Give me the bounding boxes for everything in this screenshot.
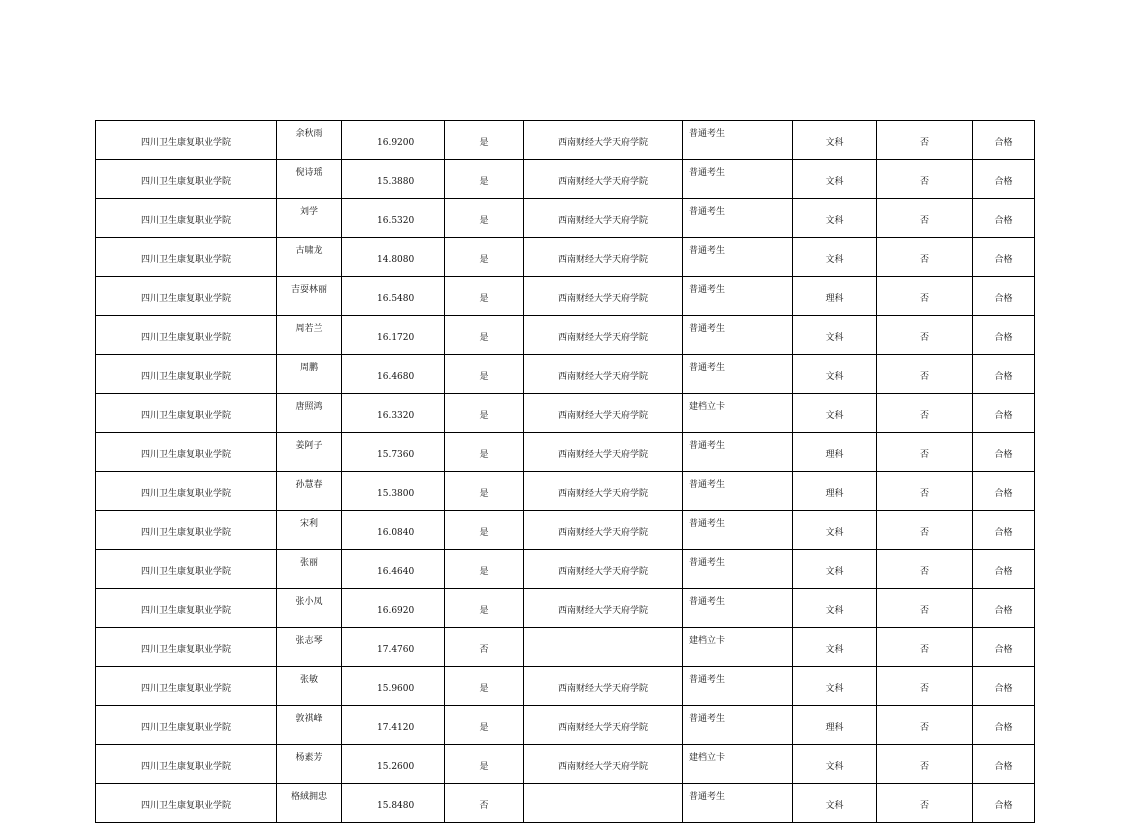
category-cell: 建档立卡 <box>683 394 793 433</box>
college-cell: 西南财经大学天府学院 <box>524 511 683 550</box>
school-cell: 四川卫生康复职业学院 <box>96 238 277 277</box>
subject-cell: 文科 <box>793 394 877 433</box>
school-cell: 四川卫生康复职业学院 <box>96 433 277 472</box>
name-cell: 杨素芳 <box>277 745 342 784</box>
result-cell: 合格 <box>973 511 1035 550</box>
result-cell: 合格 <box>973 706 1035 745</box>
school-cell: 四川卫生康复职业学院 <box>96 355 277 394</box>
school-cell: 四川卫生康复职业学院 <box>96 472 277 511</box>
category-cell: 普通考生 <box>683 472 793 511</box>
flag2-cell: 否 <box>877 589 973 628</box>
subject-cell: 文科 <box>793 628 877 667</box>
subject-cell: 文科 <box>793 238 877 277</box>
school-cell: 四川卫生康复职业学院 <box>96 316 277 355</box>
name-cell: 格絨拥忠 <box>277 784 342 823</box>
name-cell: 宋利 <box>277 511 342 550</box>
flag2-cell: 否 <box>877 238 973 277</box>
table-body <box>96 121 1035 823</box>
flag2-cell: 否 <box>877 355 973 394</box>
flag2-cell: 否 <box>877 433 973 472</box>
table-row <box>96 277 1035 316</box>
category-cell: 普通考生 <box>683 511 793 550</box>
flag2-cell: 否 <box>877 160 973 199</box>
flag2-cell: 否 <box>877 745 973 784</box>
flag2-cell: 否 <box>877 628 973 667</box>
college-cell: 西南财经大学天府学院 <box>524 238 683 277</box>
result-cell: 合格 <box>973 589 1035 628</box>
flag1-cell: 是 <box>445 160 524 199</box>
school-cell: 四川卫生康复职业学院 <box>96 277 277 316</box>
name-cell: 周若兰 <box>277 316 342 355</box>
table-row <box>96 355 1035 394</box>
results-table <box>95 120 1035 823</box>
flag1-cell: 是 <box>445 277 524 316</box>
subject-cell: 理科 <box>793 706 877 745</box>
school-cell: 四川卫生康复职业学院 <box>96 745 277 784</box>
table-row <box>96 511 1035 550</box>
college-cell: 西南财经大学天府学院 <box>524 316 683 355</box>
college-cell <box>524 628 683 667</box>
subject-cell: 理科 <box>793 277 877 316</box>
table-row <box>96 433 1035 472</box>
school-cell: 四川卫生康复职业学院 <box>96 550 277 589</box>
flag1-cell: 否 <box>445 628 524 667</box>
result-cell: 合格 <box>973 628 1035 667</box>
score-cell: 16.9200 <box>342 121 445 160</box>
category-cell: 普通考生 <box>683 667 793 706</box>
name-cell: 姜阿子 <box>277 433 342 472</box>
flag1-cell: 是 <box>445 589 524 628</box>
category-cell: 建档立卡 <box>683 745 793 784</box>
flag2-cell: 否 <box>877 121 973 160</box>
subject-cell: 文科 <box>793 160 877 199</box>
flag1-cell: 否 <box>445 784 524 823</box>
name-cell: 余秋雨 <box>277 121 342 160</box>
result-cell: 合格 <box>973 160 1035 199</box>
name-cell: 吉耍林丽 <box>277 277 342 316</box>
name-cell: 张小凤 <box>277 589 342 628</box>
flag1-cell: 是 <box>445 667 524 706</box>
flag1-cell: 是 <box>445 394 524 433</box>
score-cell: 15.8480 <box>342 784 445 823</box>
college-cell: 西南财经大学天府学院 <box>524 355 683 394</box>
category-cell: 普通考生 <box>683 121 793 160</box>
flag2-cell: 否 <box>877 511 973 550</box>
score-cell: 16.5480 <box>342 277 445 316</box>
name-cell: 张丽 <box>277 550 342 589</box>
score-cell: 16.5320 <box>342 199 445 238</box>
school-cell: 四川卫生康复职业学院 <box>96 589 277 628</box>
flag2-cell: 否 <box>877 316 973 355</box>
school-cell: 四川卫生康复职业学院 <box>96 121 277 160</box>
school-cell: 四川卫生康复职业学院 <box>96 706 277 745</box>
flag1-cell: 是 <box>445 199 524 238</box>
college-cell: 西南财经大学天府学院 <box>524 589 683 628</box>
college-cell: 西南财经大学天府学院 <box>524 121 683 160</box>
subject-cell: 文科 <box>793 121 877 160</box>
score-cell: 17.4120 <box>342 706 445 745</box>
school-cell: 四川卫生康复职业学院 <box>96 394 277 433</box>
flag1-cell: 是 <box>445 511 524 550</box>
table-row <box>96 121 1035 160</box>
category-cell: 建档立卡 <box>683 628 793 667</box>
subject-cell: 文科 <box>793 550 877 589</box>
name-cell: 刘学 <box>277 199 342 238</box>
table-row <box>96 238 1035 277</box>
college-cell: 西南财经大学天府学院 <box>524 667 683 706</box>
college-cell: 西南财经大学天府学院 <box>524 277 683 316</box>
category-cell: 普通考生 <box>683 199 793 238</box>
result-cell: 合格 <box>973 199 1035 238</box>
category-cell: 普通考生 <box>683 160 793 199</box>
score-cell: 16.6920 <box>342 589 445 628</box>
result-cell: 合格 <box>973 355 1035 394</box>
flag1-cell: 是 <box>445 745 524 784</box>
flag2-cell: 否 <box>877 472 973 511</box>
category-cell: 普通考生 <box>683 589 793 628</box>
name-cell: 张敏 <box>277 667 342 706</box>
result-cell: 合格 <box>973 745 1035 784</box>
category-cell: 普通考生 <box>683 316 793 355</box>
table-row <box>96 667 1035 706</box>
result-cell: 合格 <box>973 667 1035 706</box>
subject-cell: 理科 <box>793 433 877 472</box>
school-cell: 四川卫生康复职业学院 <box>96 667 277 706</box>
result-cell: 合格 <box>973 316 1035 355</box>
subject-cell: 理科 <box>793 472 877 511</box>
flag2-cell: 否 <box>877 277 973 316</box>
flag1-cell: 是 <box>445 472 524 511</box>
college-cell: 西南财经大学天府学院 <box>524 550 683 589</box>
category-cell: 普通考生 <box>683 784 793 823</box>
score-cell: 17.4760 <box>342 628 445 667</box>
score-cell: 15.3800 <box>342 472 445 511</box>
category-cell: 普通考生 <box>683 550 793 589</box>
result-cell: 合格 <box>973 550 1035 589</box>
table-row <box>96 784 1035 823</box>
name-cell: 敦祺峰 <box>277 706 342 745</box>
flag2-cell: 否 <box>877 667 973 706</box>
flag1-cell: 是 <box>445 316 524 355</box>
college-cell: 西南财经大学天府学院 <box>524 160 683 199</box>
subject-cell: 文科 <box>793 667 877 706</box>
result-cell: 合格 <box>973 433 1035 472</box>
subject-cell: 文科 <box>793 511 877 550</box>
table-row <box>96 472 1035 511</box>
school-cell: 四川卫生康复职业学院 <box>96 160 277 199</box>
subject-cell: 文科 <box>793 745 877 784</box>
college-cell: 西南财经大学天府学院 <box>524 394 683 433</box>
college-cell: 西南财经大学天府学院 <box>524 199 683 238</box>
table-row <box>96 628 1035 667</box>
score-cell: 16.0840 <box>342 511 445 550</box>
flag2-cell: 否 <box>877 394 973 433</box>
category-cell: 普通考生 <box>683 433 793 472</box>
table-row <box>96 316 1035 355</box>
name-cell: 周鹏 <box>277 355 342 394</box>
table-row <box>96 550 1035 589</box>
score-cell: 16.4640 <box>342 550 445 589</box>
score-cell: 16.3320 <box>342 394 445 433</box>
category-cell: 普通考生 <box>683 238 793 277</box>
table-row <box>96 706 1035 745</box>
flag1-cell: 是 <box>445 121 524 160</box>
college-cell <box>524 784 683 823</box>
flag1-cell: 是 <box>445 706 524 745</box>
result-cell: 合格 <box>973 784 1035 823</box>
table-row <box>96 745 1035 784</box>
score-cell: 15.3880 <box>342 160 445 199</box>
score-cell: 16.1720 <box>342 316 445 355</box>
result-cell: 合格 <box>973 394 1035 433</box>
school-cell: 四川卫生康复职业学院 <box>96 511 277 550</box>
school-cell: 四川卫生康复职业学院 <box>96 784 277 823</box>
college-cell: 西南财经大学天府学院 <box>524 433 683 472</box>
name-cell: 唐照鸿 <box>277 394 342 433</box>
name-cell: 孙慧春 <box>277 472 342 511</box>
name-cell: 倪诗瑶 <box>277 160 342 199</box>
subject-cell: 文科 <box>793 316 877 355</box>
subject-cell: 文科 <box>793 589 877 628</box>
school-cell: 四川卫生康复职业学院 <box>96 628 277 667</box>
flag1-cell: 是 <box>445 433 524 472</box>
subject-cell: 文科 <box>793 355 877 394</box>
flag1-cell: 是 <box>445 355 524 394</box>
result-cell: 合格 <box>973 277 1035 316</box>
flag1-cell: 是 <box>445 550 524 589</box>
category-cell: 普通考生 <box>683 355 793 394</box>
result-cell: 合格 <box>973 472 1035 511</box>
score-cell: 15.7360 <box>342 433 445 472</box>
name-cell: 张志琴 <box>277 628 342 667</box>
name-cell: 古啸龙 <box>277 238 342 277</box>
table-row <box>96 394 1035 433</box>
table-row <box>96 160 1035 199</box>
flag2-cell: 否 <box>877 550 973 589</box>
table-row <box>96 199 1035 238</box>
category-cell: 普通考生 <box>683 277 793 316</box>
flag2-cell: 否 <box>877 706 973 745</box>
score-cell: 15.2600 <box>342 745 445 784</box>
score-cell: 16.4680 <box>342 355 445 394</box>
table-row <box>96 589 1035 628</box>
college-cell: 西南财经大学天府学院 <box>524 706 683 745</box>
flag2-cell: 否 <box>877 199 973 238</box>
score-cell: 15.9600 <box>342 667 445 706</box>
college-cell: 西南财经大学天府学院 <box>524 745 683 784</box>
flag2-cell: 否 <box>877 784 973 823</box>
score-cell: 14.8080 <box>342 238 445 277</box>
college-cell: 西南财经大学天府学院 <box>524 472 683 511</box>
subject-cell: 文科 <box>793 784 877 823</box>
school-cell: 四川卫生康复职业学院 <box>96 199 277 238</box>
category-cell: 普通考生 <box>683 706 793 745</box>
flag1-cell: 是 <box>445 238 524 277</box>
result-cell: 合格 <box>973 238 1035 277</box>
subject-cell: 文科 <box>793 199 877 238</box>
result-cell: 合格 <box>973 121 1035 160</box>
